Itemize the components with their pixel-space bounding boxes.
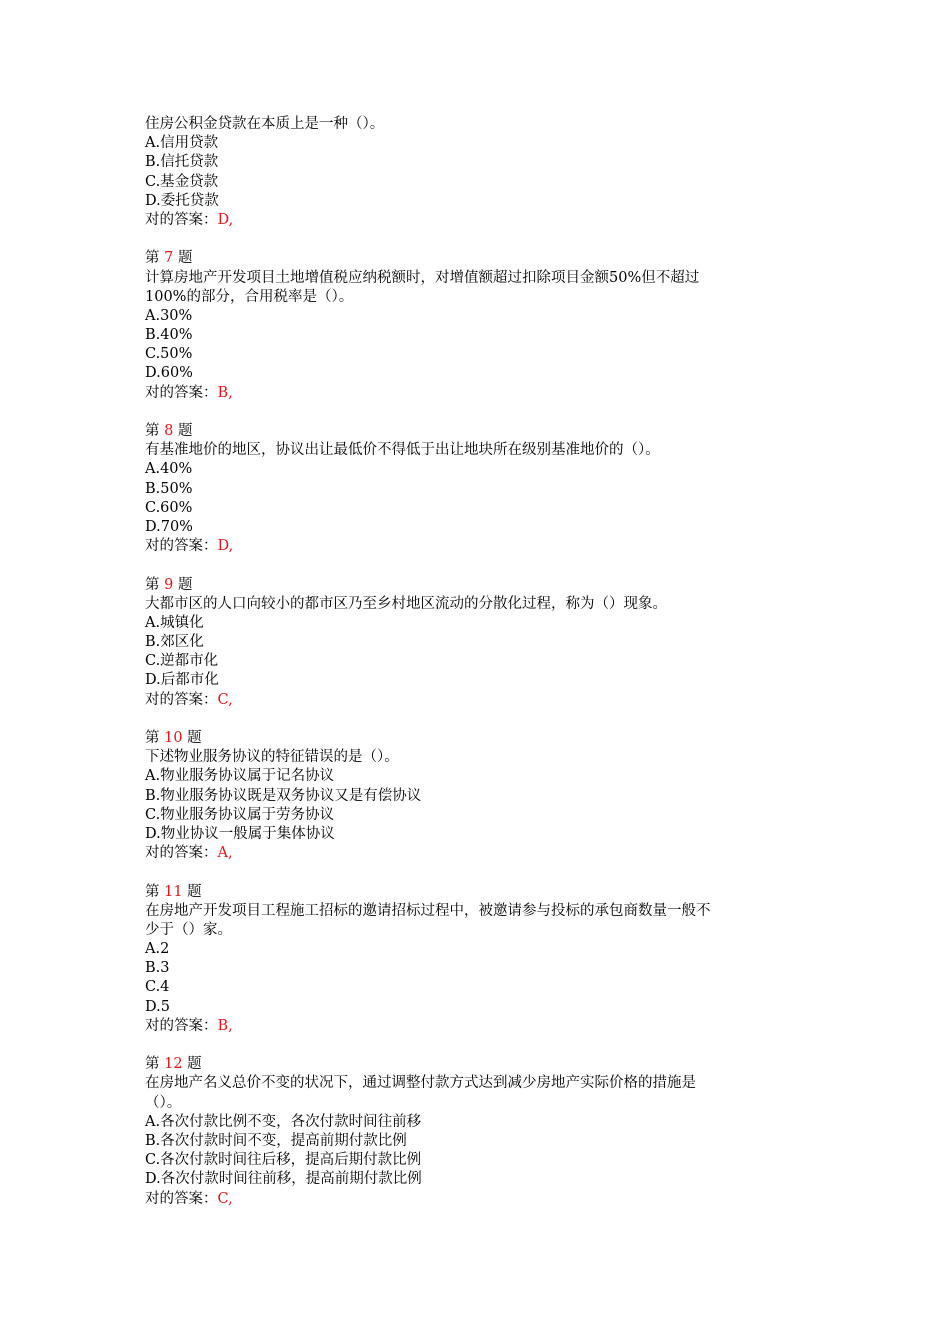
question-prefix: 第: [145, 730, 160, 746]
question-suffix: 题: [177, 250, 193, 267]
question-text-line1: 在房地产名义总价不变的状况下，通过调整付款方式达到减少房地产实际价格的措施是: [145, 1075, 696, 1092]
question-suffix: 题: [187, 883, 202, 900]
option-a: A.信用贷款: [145, 135, 219, 152]
answer-label: 对的答案：: [145, 211, 218, 228]
question-prefix: 第: [145, 423, 160, 439]
question-prefix: 第: [145, 883, 160, 900]
question-header: [145, 249, 815, 268]
option-d: D.70%: [145, 518, 193, 535]
question-number: 12: [164, 1056, 183, 1073]
question-number: 9: [164, 576, 174, 593]
option-b: B.40%: [145, 327, 193, 344]
answer-value: B,: [217, 1017, 233, 1034]
option-b: B.50%: [145, 480, 193, 497]
option-b: B.物业服务协议既是双务协议又是有偿协议: [145, 787, 422, 804]
question-text-line2: 100%的部分，合用税率是（）。: [145, 288, 354, 305]
option-a: A.各次付款比例不变，各次付款时间往前移: [145, 1113, 422, 1130]
answer-value: D,: [217, 211, 234, 228]
option-c: C.物业服务协议属于劳务协议: [145, 806, 335, 823]
answer-line: [145, 384, 815, 403]
answer-value: C,: [217, 691, 233, 708]
question-suffix: 题: [187, 730, 202, 746]
question-number: 7: [164, 250, 174, 267]
option-c: C.逆都市化: [145, 653, 219, 670]
option-d: D.各次付款时间往前移，提高前期付款比例: [145, 1171, 422, 1188]
question-number: 10: [164, 730, 183, 746]
answer-line: [145, 1017, 815, 1036]
answer-label: 对的答案：: [145, 384, 218, 401]
question-prefix: 第: [145, 1056, 160, 1073]
question-header: [145, 1055, 815, 1074]
option-c: C.50%: [145, 346, 193, 363]
answer-value: B,: [217, 384, 233, 401]
option-a: A.30%: [145, 307, 193, 324]
answer-label: 对的答案：: [145, 845, 218, 862]
question-11: [145, 883, 815, 1037]
option-b: B.各次付款时间不变，提高前期付款比例: [145, 1132, 407, 1149]
option-a: A.物业服务协议属于记名协议: [145, 768, 335, 785]
answer-value: A,: [217, 845, 233, 862]
answer-line: [145, 691, 815, 710]
answer-line: [145, 211, 815, 230]
answer-label: 对的答案：: [145, 1017, 218, 1034]
question-header: [145, 883, 815, 902]
question-9: [145, 576, 815, 710]
question-text: 下述物业服务协议的特征错误的是（）。: [145, 749, 399, 766]
question-text: 有基准地价的地区，协议出让最低价不得低于出让地块所在级别基准地价的（）。: [145, 442, 660, 459]
question-text: 住房公积金贷款在本质上是一种（）。: [145, 116, 385, 132]
question-prefix: 第: [145, 250, 160, 267]
option-a: A.2: [145, 941, 170, 958]
question-7: [145, 249, 815, 403]
question-8: [145, 422, 815, 556]
option-b: B.信托贷款: [145, 154, 219, 171]
question-12: [145, 1055, 815, 1209]
question-text-line2: 少于（）家。: [145, 921, 232, 938]
answer-label: 对的答案：: [145, 691, 218, 708]
question-number: 8: [164, 423, 174, 439]
question-text-line1: 在房地产开发项目工程施工招标的邀请招标过程中，被邀请参与投标的承包商数量一般不: [145, 902, 711, 919]
answer-label: 对的答案：: [145, 1190, 218, 1207]
question-suffix: 题: [177, 423, 193, 439]
option-b: B.3: [145, 960, 170, 977]
question-suffix: 题: [177, 576, 193, 593]
question-suffix: 题: [187, 1056, 202, 1073]
question-6: [145, 115, 815, 230]
document-page: [145, 115, 815, 1209]
option-d: D.60%: [145, 365, 193, 382]
option-c: C.4: [145, 979, 170, 996]
option-d: D.物业协议一般属于集体协议: [145, 825, 335, 842]
question-prefix: 第: [145, 576, 160, 593]
question-header: [145, 422, 815, 441]
question-header: [145, 729, 815, 748]
question-number: 11: [164, 883, 183, 900]
answer-value: C,: [217, 1190, 233, 1207]
question-header: [145, 576, 815, 595]
answer-value: D,: [217, 538, 234, 555]
option-a: A.40%: [145, 461, 193, 478]
question-text-line2: （）。: [145, 1094, 182, 1111]
option-a: A.城镇化: [145, 614, 204, 631]
question-text-line1: 计算房地产开发项目土地增值税应纳税额时，对增值额超过扣除项目金额50%但不超过: [145, 269, 700, 286]
option-d: D.后都市化: [145, 672, 219, 689]
option-d: D.5: [145, 998, 170, 1015]
answer-line: [145, 844, 815, 863]
question-10: [145, 729, 815, 863]
option-c: C.基金贷款: [145, 173, 219, 190]
option-b: B.郊区化: [145, 634, 204, 651]
answer-line: [145, 537, 815, 556]
option-d: D.委托贷款: [145, 192, 219, 209]
question-text: 大都市区的人口向较小的都市区乃至乡村地区流动的分散化过程，称为（）现象。: [145, 595, 667, 612]
answer-label: 对的答案：: [145, 538, 218, 555]
option-c: C.各次付款时间往后移，提高后期付款比例: [145, 1152, 422, 1169]
option-c: C.60%: [145, 499, 193, 516]
answer-line: [145, 1190, 815, 1209]
